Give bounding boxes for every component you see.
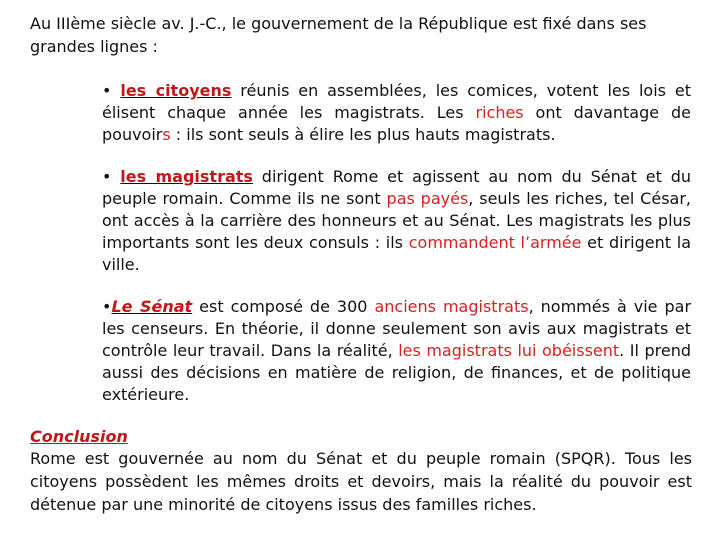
bullet-magistrats bbox=[102, 166, 691, 276]
bullet-marker: • bbox=[102, 167, 121, 186]
term-magistrats: les magistrats bbox=[120, 167, 253, 186]
highlight-obeissent: les magistrats lui obéissent bbox=[398, 341, 620, 360]
term-senat: Le Sénat bbox=[111, 297, 193, 316]
bullet-text: est composé de 300 bbox=[192, 297, 375, 316]
bullet-text: , seuls les riches, tel César, ont accès à la carrière des honneurs et au Sénat. Les magistrats les plus importants sont les deux consuls : ils bbox=[102, 189, 691, 252]
bullet-text: réunis en assemblées, les comices, votent les lois et élisent chaque année les magistrats. Les bbox=[102, 81, 692, 122]
highlight-pas-payes: pas payés bbox=[386, 189, 469, 208]
intro-paragraph: Au IIIème siècle av. J.-C., le gouvernement de la République est fixé dans ses grandes lignes : bbox=[30, 14, 647, 56]
bullet-marker: • bbox=[102, 81, 121, 100]
highlight-anciens-magistrats: anciens magistrats bbox=[374, 297, 529, 316]
highlight-commandent-armee: commandent l’armée bbox=[408, 233, 582, 252]
bullet-text: dirigent Rome et agissent au nom du Sénat et du peuple romain. Comme ils ne sont bbox=[102, 167, 691, 208]
bullet-marker: • bbox=[102, 297, 112, 316]
bullet-citoyens bbox=[102, 80, 691, 146]
term-citoyens: les citoyens bbox=[120, 81, 232, 100]
highlight-s: s bbox=[162, 125, 171, 144]
highlight-riches: riches bbox=[475, 103, 524, 122]
conclusion-title: Conclusion bbox=[30, 427, 128, 446]
bullet-text: ont davantage de pouvoir bbox=[102, 103, 691, 144]
bullet-text: , nommés à vie par les censeurs. En théorie, il donne seulement son avis aux magistrats et contrôle leur travail. Dans la réalité, bbox=[102, 297, 692, 360]
bullet-senat bbox=[102, 296, 691, 406]
conclusion-paragraph: Rome est gouvernée au nom du Sénat et du peuple romain (SPQR). Tous les citoyens possèdent les mêmes droits et devoirs, mais la réalité du pouvoir est détenue par une minorité de citoyens issus des familles riches. bbox=[30, 449, 692, 514]
bullet-text: et dirigent la ville. bbox=[102, 233, 692, 274]
bullet-text: : ils sont seuls à élire les plus hauts magistrats. bbox=[170, 125, 556, 144]
bullet-text: . Il prend aussi des décisions en matière de religion, de finances, et de politique extérieure. bbox=[102, 341, 691, 404]
